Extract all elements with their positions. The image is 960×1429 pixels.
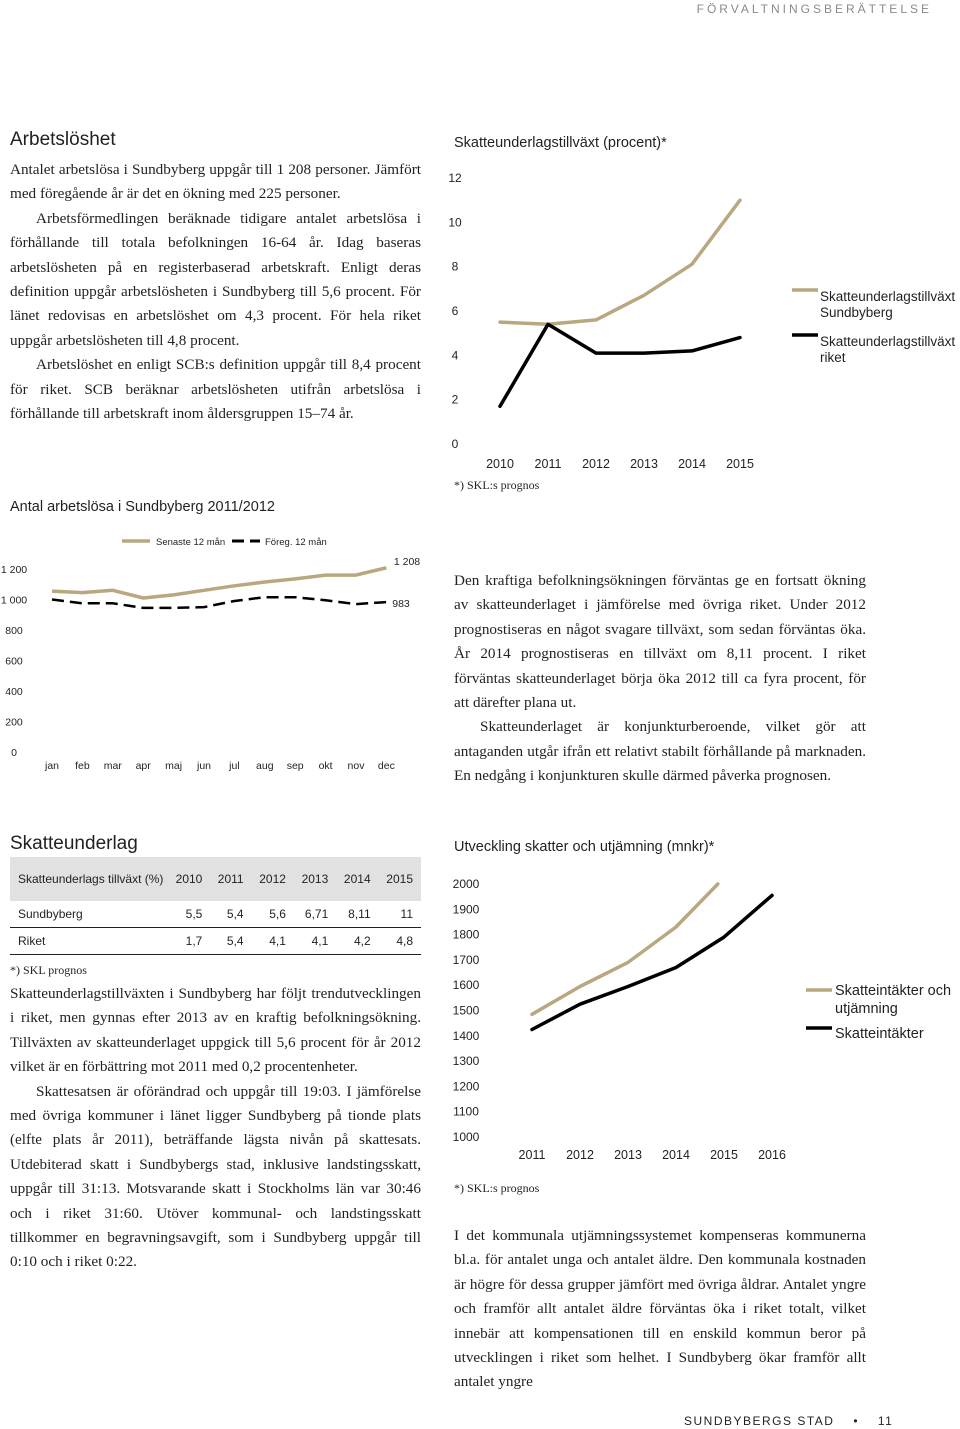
- x-tick-label: feb: [75, 760, 90, 772]
- chart3-note: *) SKL:s prognos: [454, 1181, 540, 1195]
- skatteunderlag-paragraph-1: Skatteunderlagstillväxten i Sundbyberg har följt trendutvecklingen i riket, men gynnas efter 2013 av en kraftig befolkningsökning. Tillväxten av skatteunderlaget uppgick till 5,6 procent för år 2012 vilket är en förbättring mot 2011 med 0,2 procentenheter.: [10, 985, 421, 1076]
- y-tick-label: 400: [5, 686, 23, 698]
- y-tick-label: 4: [451, 348, 459, 363]
- y-tick-label: 0: [451, 437, 459, 451]
- x-tick-label: 2010: [486, 457, 514, 471]
- x-tick-label: 2013: [614, 1148, 642, 1162]
- x-tick-label: 2013: [630, 457, 658, 471]
- table-cell: 4,1: [294, 928, 336, 955]
- legend-label: Skatteintäkter: [835, 1026, 924, 1042]
- right-text-2: [454, 1224, 866, 1395]
- table-cell: 4,1: [252, 928, 294, 955]
- table-row-label: Riket: [10, 928, 168, 955]
- right-text-1: [454, 569, 866, 789]
- skatteunderlag-heading: Skatteunderlag: [10, 833, 138, 854]
- y-tick-label: 200: [5, 716, 23, 729]
- right-text-2-paragraph-1: I det kommunala utjämningssystemet kompenseras kommunerna bl.a. för antalet unga och antalet äldre. Den kommunala kostnaden är högre för dessa grupper jämfört med övriga åldrar. Antalet yngre och framför allt antalet äldre förväntas öka i riket totalt, vilket innebär att kompensationen till en enskild kommun beror på utvecklingen i riket som helhet. I Sundbyberg ökar framför allt antalet yngre: [454, 1227, 866, 1391]
- arbetsloshet-paragraph-2: Arbetsförmedlingen beräknade tidigare antalet arbetslösa i förhållande till totala befolkningen 16-64 år. Idag baseras arbetslösheten på en registerbaserad arbetskraft. Enligt deras definition uppgår arbetslösheten i Sundbyberg till 5,6 procent. För länet redovisas en arbetslöshet om 4,3 procent. För hela riket uppgår arbetslösheten till 4,8 procent.: [10, 209, 421, 349]
- table-cell: 6,71: [294, 901, 336, 928]
- table-cell: 5,4: [210, 928, 251, 955]
- x-tick-label: maj: [165, 760, 183, 772]
- chart3-title: Utveckling skatter och utjämning (mnkr)*: [454, 839, 715, 855]
- table-header-year: 2010: [168, 857, 210, 901]
- table-cell: 5,6: [252, 901, 294, 928]
- chart2-svg: [0, 528, 440, 778]
- chart2-title: Antal arbetslösa i Sundbyberg 2011/2012: [10, 499, 275, 515]
- x-tick-label: 2015: [726, 457, 754, 471]
- y-tick-label: 1100: [453, 1104, 479, 1119]
- table-header-year: 2013: [294, 857, 336, 901]
- series-line-1: [52, 597, 386, 608]
- right-text-1-paragraph-1: Den kraftiga befolkningsökningen förväntas ge en fortsatt ökning av skatteunderlaget i jämförelse med övriga riket. Under 2012 prognostiseras en något svagare tillväxt, som sedan förväntas öka. År 2014 prognostiseras en tillväxt om 8,11 procent. I riket förväntas skatteunderlaget börja öka 2012 till ca fyra procent, för att därefter plana ut.: [454, 572, 866, 712]
- x-tick-label: 2011: [534, 457, 562, 471]
- arbetsloshet-paragraph-1: Antalet arbetslösa i Sundbyberg uppgår till 1 208 personer. Jämfört med föregående år är det en ökning med 225 personer.: [10, 161, 421, 203]
- x-tick-label: 2016: [758, 1148, 786, 1162]
- table-cell: 4,2: [336, 928, 378, 955]
- legend-label: Senaste 12 mån: [156, 537, 226, 548]
- footer-separator: •: [853, 1414, 860, 1428]
- x-tick-label: 2012: [582, 457, 610, 471]
- legend-label: Skatteunderlagstillväxt: [820, 289, 956, 304]
- y-tick-label: 2000: [452, 877, 480, 891]
- y-tick-label: 1 200: [0, 564, 28, 576]
- legend-label: Föreg. 12 mån: [265, 537, 327, 548]
- table-cell: 5,4: [210, 901, 251, 928]
- x-tick-label: 2011: [518, 1148, 546, 1162]
- arbetsloshet-paragraph-3: Arbetslöshet en enligt SCB:s definition uppgår till 8,4 procent för riket. SCB beräknar arbetslösheten utifrån arbetslösa i förhållande till arbetskraft inom åldersgruppen 15–74 år.: [10, 356, 421, 423]
- x-tick-label: 2014: [678, 457, 706, 471]
- table-header-row: [10, 857, 421, 901]
- y-tick-label: 1600: [452, 978, 480, 993]
- legend-label: utjämning: [835, 1001, 898, 1017]
- series-line-0: [500, 200, 740, 324]
- x-tick-label: jan: [44, 760, 60, 772]
- footer-city: SUNDBYBERGS STAD: [684, 1414, 835, 1428]
- legend-label: Sundbyberg: [820, 305, 893, 320]
- y-tick-label: 1200: [452, 1079, 480, 1094]
- skatteunderlag-paragraph-2: Skattesatsen är oförändrad och uppgår till 19:03. I jämförelse med övriga kommuner i länet ligger Sundbyberg på tionde plats (elfte plats år 2011), beträffande lägsta nivån på skattesats. Utdebiterad skatt i Sundbybergs stad, inklusive landstingsskatt, uppgår till 31:13. Motsvarande skatt i Stockholms län var 30:46 och i riket 31:60. Utöver kommunal- och landstingsskatt tillkommer en begravningsavgift, som i Sundbyberg uppgår till 0:10 och i riket 0:22.: [10, 1082, 421, 1271]
- legend-label: riket: [820, 350, 846, 365]
- chart3-svg: [440, 866, 960, 1170]
- y-tick-label: 1800: [452, 927, 480, 942]
- x-tick-label: 2015: [710, 1148, 738, 1162]
- table-cell: 11: [379, 901, 421, 928]
- y-tick-label: 2: [451, 392, 459, 407]
- y-tick-label: 12: [448, 171, 462, 185]
- table-cell: 5,5: [168, 901, 210, 928]
- table-row: [10, 901, 421, 928]
- x-tick-label: 2012: [566, 1148, 594, 1162]
- table-note: *) SKL prognos: [10, 963, 87, 977]
- x-tick-label: dec: [377, 760, 395, 772]
- y-tick-label: 1300: [452, 1054, 480, 1069]
- legend-label: Skatteintäkter och: [835, 983, 952, 999]
- y-tick-label: 1 000: [0, 594, 28, 607]
- series-line-0: [532, 884, 718, 1014]
- x-tick-label: sep: [286, 760, 304, 772]
- chart1-note: *) SKL:s prognos: [454, 478, 540, 492]
- table-row: [10, 928, 421, 955]
- series-line-1: [532, 895, 772, 1029]
- y-tick-label: 10: [448, 215, 462, 230]
- x-tick-label: 2014: [662, 1148, 690, 1162]
- right-text-1-paragraph-2: Skatteunderlaget är konjunkturberoende, vilket gör att antaganden utgår ifrån ett relativt stabilt förhållande på marknaden. En nedgång i konjunkturen skulle därmed påverka prognosen.: [454, 718, 866, 785]
- x-tick-label: okt: [318, 760, 333, 772]
- y-tick-label: 1000: [452, 1130, 480, 1144]
- skatteunderlag-table: [10, 857, 421, 955]
- table-cell: 1,7: [168, 928, 210, 955]
- table-header-label: Skatteunderlags tillväxt (%): [10, 857, 168, 901]
- arbetsloshet-heading: Arbetslöshet: [10, 129, 116, 150]
- skatteunderlag-body: [10, 982, 421, 1275]
- series-line-0: [52, 568, 386, 598]
- table-cell: 4,8: [379, 928, 421, 955]
- x-tick-label: aug: [256, 760, 274, 772]
- table-header-year: 2012: [252, 857, 294, 901]
- series-line-1: [500, 324, 740, 406]
- end-value-label: 983: [392, 598, 410, 610]
- y-tick-label: 1700: [452, 952, 480, 967]
- x-tick-label: apr: [135, 760, 151, 772]
- table-header-year: 2011: [210, 857, 251, 901]
- page-number: 11: [877, 1414, 894, 1428]
- arbetsloshet-body: [10, 158, 421, 426]
- chart1-title: Skatteunderlagstillväxt (procent)*: [454, 135, 667, 151]
- x-tick-label: nov: [347, 760, 365, 772]
- table-header-year: 2014: [336, 857, 378, 901]
- table-cell: 8,11: [336, 901, 378, 928]
- chart1-svg: [440, 160, 960, 500]
- section-label: FÖRVALTNINGSBERÄTTELSE: [696, 2, 932, 16]
- y-tick-label: 600: [5, 655, 23, 668]
- table-header-year: 2015: [379, 857, 421, 901]
- x-tick-label: mar: [103, 760, 122, 772]
- x-tick-label: jun: [196, 760, 212, 772]
- y-tick-label: 1400: [452, 1028, 480, 1043]
- end-value-label: 1 208: [393, 556, 421, 568]
- legend-label: Skatteunderlagstillväxt: [820, 334, 956, 349]
- y-tick-label: 800: [5, 625, 23, 637]
- y-tick-label: 8: [451, 259, 459, 274]
- page-footer: [684, 1414, 893, 1428]
- x-tick-label: jul: [229, 760, 240, 772]
- y-tick-label: 6: [451, 304, 459, 318]
- y-tick-label: 0: [11, 747, 17, 759]
- y-tick-label: 1500: [452, 1003, 480, 1018]
- y-tick-label: 1900: [452, 902, 480, 917]
- table-row-label: Sundbyberg: [10, 901, 168, 928]
